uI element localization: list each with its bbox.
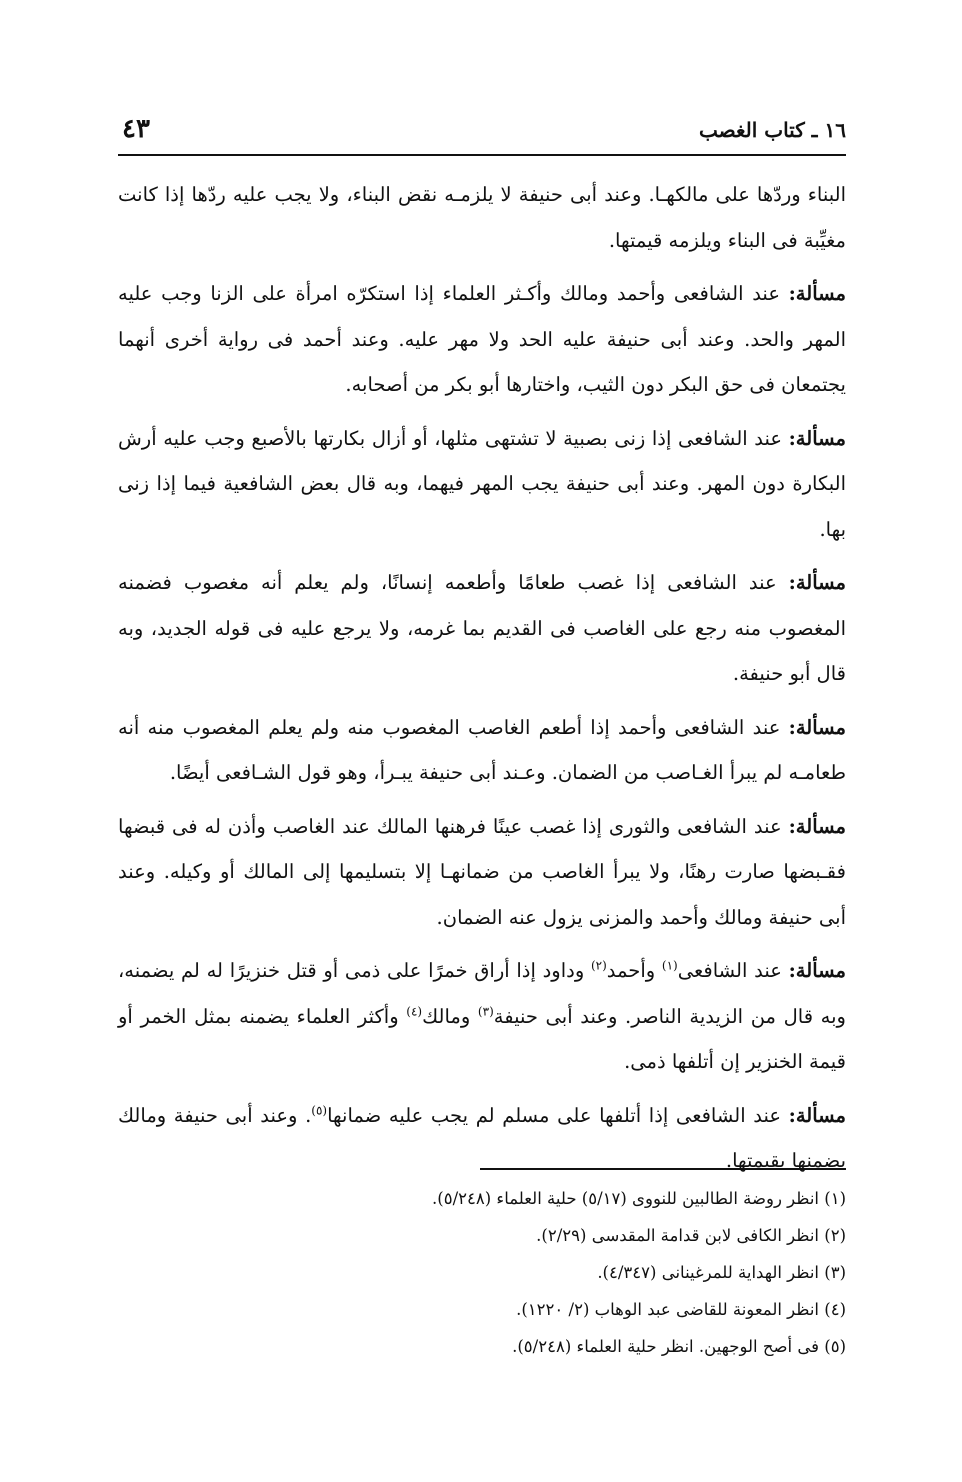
footnote-ref: (٤) bbox=[406, 1004, 423, 1018]
masala-paragraph: مسألة: عند الشافعى وأحمد إذا أطعم الغاصب المغصوب منه ولم يعلم المغصوب منه أنه طعامـه لم يبرأ الغـاصب من الضمان. وعـند أبى حنيفة يبـرأ، وهو قول الشـافعى أيضًا. bbox=[118, 715, 847, 784]
masala-label: مسألة: bbox=[788, 571, 847, 594]
masala-label: مسألة: bbox=[788, 959, 846, 982]
running-title: ١٦ ـ كتاب الغصب bbox=[699, 118, 846, 142]
paragraph-continuation: البناء وردّها على مالكهـا. وعند أبى حنيفة لا يلزمـه نقض البناء، ولا يجب عليه ردّها إذا كانت مغيِّبة فى البناء ويلزمه قيمتها. bbox=[118, 183, 846, 252]
masala-label: مسألة: bbox=[788, 426, 846, 450]
masala-paragraph: مسألة: عند الشافعى إذا زنى بصبية لا تشتهى مثلها، أو أزال بكارتها بالأصبع وجب عليه أرش البكارة دون المهر. وعند أبى حنيفة يجب المهر فيهما، وبه قال بعض الشافعية فيما إذا زنى بها. bbox=[118, 426, 846, 541]
masala-paragraph: مسألة: عند الشافعى وأحمد ومالك وأكـثر العلماء إذا استكرّه امرأة على الزنا وجب عليه المهر والحد. وعند أبى حنيفة عليه الحد ولا مهر عليه. وعند أحمد فى رواية أخرى أنهما يجتمعان فى حق البكر دون الثيب، واختارها أبو بكر من أصحابه. bbox=[118, 282, 846, 396]
footnote-separator bbox=[480, 1168, 846, 1170]
page-number: ٤٣ bbox=[122, 114, 150, 144]
masala-paragraph: مسألة: عند الشافعى إذا غصب طعامًا وأطعمه إنسانًا، ولم يعلم أنه مغصوب فضمنه المغصوب منه رجع على الغاصب فى القديم بما غرمه، ولا يرجع عليه فى قوله الجديد، وبه قال أبو حنيفة. bbox=[118, 571, 847, 685]
footnote-item: (٣) انظر الهداية للمرغينانى (٤/٣٤٧). bbox=[597, 1263, 846, 1282]
masala-paragraph: مسألة: عند الشافعى إذا أتلفها على مسلم لم يجب عليه ضمانها$^{(٥)}$. وعند أبى حنيفة ومالك يضمنها بقيمتها. bbox=[118, 1103, 847, 1172]
masala-paragraph: مسألة: عند الشافعى والثورى إذا غصب عينًا فرهنها المالك عند الغاصب وأذن له فى قبضها فقـبضها صارت رهنًا، ولا يبرأ الغاصب من ضمانهـا إلا بتسليمها إلى المالك أو وكيله. وعند أبى حنيفة ومالك وأحمد والمزنى يزول عنه الضمان. bbox=[118, 814, 846, 929]
footnote-item: (٢) انظر الكافى لابن قدامة المقدسى (٢/٢٩). bbox=[536, 1226, 846, 1245]
masala-label: مسألة: bbox=[788, 1103, 847, 1127]
footnote-ref: (٣) bbox=[477, 1004, 494, 1018]
footnote-ref: (٢) bbox=[590, 958, 607, 973]
footnote-ref: (١) bbox=[661, 958, 678, 973]
masala-paragraph: مسألة: عند الشافعى$^{(١)}$ وأحمد$^{(٢)}$ وداود إذا أراق خمرًا على ذمى أو قتل خنزيرًا له لم يضمنه، وبه قال من الزيدية الناصر. وعند أبى حنيفة$^{(٣)}$ ومالك$^{(٤)}$ وأكثر العلماء يضمنه بمثل الخمر أو قيمة الخنزير إن أتلفها ذمى. bbox=[118, 958, 846, 1073]
footnotes bbox=[118, 1180, 846, 1365]
footnote-item: (٤) انظر المعونة للقاضى عبد الوهاب (٢/ ١٢٢٠). bbox=[516, 1300, 846, 1319]
page-header bbox=[118, 110, 846, 156]
footnote-item: (٥) فى أصح الوجهين. انظر حلية العلماء (٥/٢٤٨). bbox=[512, 1337, 846, 1356]
footnote-item: (١) انظر روضة الطالبين للنووى (٥/١٧) حلية العلماء (٥/٢٤٨). bbox=[432, 1189, 846, 1208]
masala-label: مسألة: bbox=[788, 282, 846, 305]
masala-label: مسألة: bbox=[788, 814, 846, 838]
footnote-ref: (٥) bbox=[311, 1103, 328, 1117]
main-text bbox=[118, 172, 846, 1184]
masala-label: مسألة: bbox=[788, 715, 847, 739]
